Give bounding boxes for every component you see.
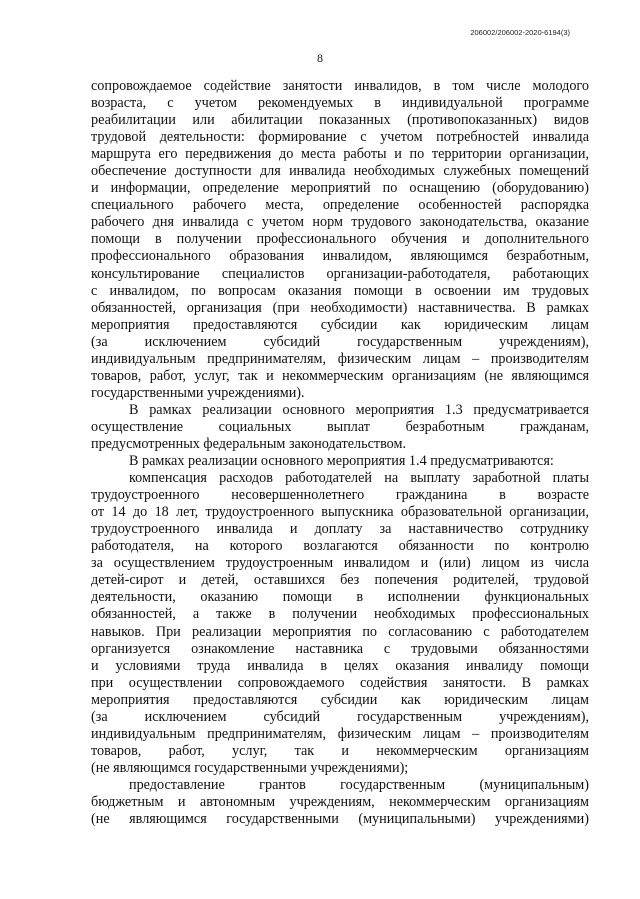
- text-line: профессионального образования инвалидом, являющимся безработным,: [91, 248, 589, 265]
- text-line: трудоустроенного инвалида и доплату за наставничество сотруднику: [91, 521, 589, 538]
- text-line: рабочего дня инвалида с учетом норм трудового законодательства, оказание: [91, 214, 589, 231]
- text-line: мероприятия предоставляются субсидии как юридическим лицам: [91, 691, 589, 708]
- text-line: товаров, работ, услуг, так и некоммерческим организациям: [91, 742, 589, 759]
- text-line: (не являющимся государственными учреждениями);: [91, 759, 409, 776]
- text-line: трудовой деятельности: формирование с учетом потребностей инвалида: [91, 129, 589, 146]
- text-line: организуется ознакомление наставника с трудовыми обязанностями: [91, 640, 589, 657]
- text-line: трудоустроенного несовершеннолетнего гражданина в возрасте: [91, 487, 589, 504]
- text-line: компенсация расходов работодателей на выплату заработной платы: [129, 470, 589, 487]
- text-line: предоставление грантов государственным (муниципальным): [129, 776, 589, 793]
- text-line: работодателя, на которого возлагаются обязанности по контролю: [91, 538, 589, 555]
- text-line: за осуществлением трудоустроенным инвалидом и (или) лицом из числа: [91, 555, 589, 572]
- text-line: В рамках реализации основного мероприятия 1.4 предусматриваются:: [129, 453, 554, 470]
- text-line: обеспечение доступности для инвалида необходимых служебных помещений: [91, 163, 589, 180]
- text-line: детей-сирот и детей, оставшихся без попечения родителей, трудовой: [91, 572, 589, 589]
- text-line: специального рабочего места, определение особенностей распорядка: [91, 197, 589, 214]
- text-line: (за исключением субсидий государственным учреждениям),: [91, 708, 589, 725]
- text-line: предусмотренных федеральным законодательством.: [91, 435, 407, 452]
- text-line: индивидуальным предпринимателям, физическим лицам – производителям: [91, 350, 589, 367]
- document-id: 206002/206002-2020-6194(3): [470, 28, 570, 37]
- text-line: бюджетным и автономным учреждениям, некоммерческим организациям: [91, 793, 589, 810]
- text-line: маршрута его передвижения до места работы и по территории организации,: [91, 146, 589, 163]
- text-line: В рамках реализации основного мероприятия 1.3 предусматривается: [129, 401, 589, 418]
- text-line: и информации, определение мероприятий по оснащению (оборудованию): [91, 180, 589, 197]
- text-line: обязанностей, а также в получении необходимых профессиональных: [91, 606, 589, 623]
- text-line: товаров, работ, услуг, так и некоммерческим организациям (не являющимся: [91, 367, 589, 384]
- text-line: государственными учреждениями).: [91, 384, 305, 401]
- text-line: (за исключением субсидий государственным учреждениям),: [91, 333, 589, 350]
- text-line: деятельности, оказанию помощи в исполнении функциональных: [91, 589, 589, 606]
- text-line: с инвалидом, по вопросам оказания помощи в освоении им трудовых: [91, 282, 589, 299]
- body-text: [91, 78, 589, 828]
- text-line: мероприятия предоставляются субсидии как юридическим лицам: [91, 316, 589, 333]
- text-line: навыков. При реализации мероприятия по согласованию с работодателем: [91, 623, 589, 640]
- text-line: (не являющимся государственными (муниципальными) учреждениями): [91, 811, 589, 828]
- text-line: консультирование специалистов организации-работодателя, работающих: [91, 265, 589, 282]
- text-line: от 14 до 18 лет, трудоустроенного выпускника образовательной организации,: [91, 504, 589, 521]
- text-line: сопровождаемое содействие занятости инвалидов, в том числе молодого: [91, 78, 589, 94]
- text-line: при осуществлении сопровождаемого содействия занятости. В рамках: [91, 674, 589, 691]
- text-line: реабилитации или абилитации показанных (противопоказанных) видов: [91, 112, 589, 129]
- text-line: возраста, с учетом рекомендуемых в индивидуальной программе: [91, 95, 589, 112]
- text-line: и условиями труда инвалида в целях оказания инвалиду помощи: [91, 657, 589, 674]
- text-line: индивидуальным предпринимателям, физическим лицам – производителям: [91, 725, 589, 742]
- text-line: обязанностей, организация (при необходимости) наставничества. В рамках: [91, 299, 589, 316]
- page-number: 8: [317, 51, 323, 65]
- text-line: осуществление социальных выплат безработным гражданам,: [91, 418, 589, 435]
- text-line: помощи в получении профессионального обучения и дополнительного: [91, 231, 589, 248]
